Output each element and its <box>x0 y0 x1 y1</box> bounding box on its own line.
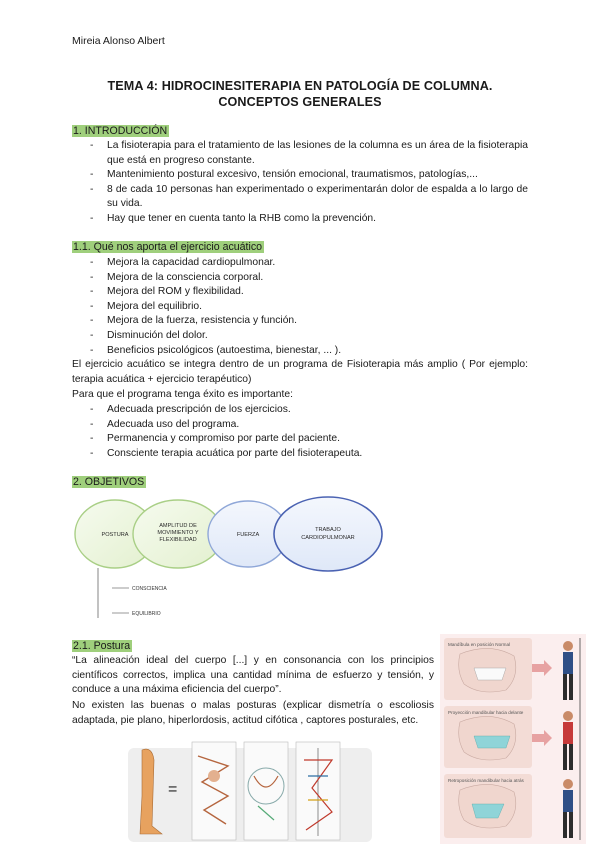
benefits-list <box>72 256 528 358</box>
list-item: - Consciente terapia acuática por parte del fisioterapeuta. <box>72 447 528 462</box>
list-item: - Mejora del equilibrio. <box>72 300 528 315</box>
document-title <box>60 78 540 110</box>
jaw-panel-normal <box>444 638 532 700</box>
section-heading-ejercicio-acuatico <box>72 241 264 253</box>
list-item: - Mejora del ROM y flexibilidad. <box>72 285 528 300</box>
panel-1 <box>192 742 236 840</box>
circle-label-trabajo: TRABAJO <box>315 527 341 533</box>
posture-quote: “La alineación ideal del cuerpo [...] y en consonancia con los principios científicos correctos, implica una cantidad mínima de esfuerzo y tensión, y conduce a una máxima eficiencia del cuerpo”. <box>72 655 434 696</box>
circle-label-amplitud-1: AMPLITUD DE <box>159 523 197 529</box>
heading-text: 2.1. Postura <box>73 640 131 652</box>
circle-cardiopulmonar <box>274 497 382 571</box>
author-name: Mireia Alonso Albert <box>72 35 165 47</box>
branch-label-equilibrio: EQUILIBRIO <box>132 611 161 617</box>
list-item: - Mejora de la fuerza, resistencia y función. <box>72 314 528 329</box>
body-posture-figure <box>128 736 372 842</box>
list-item: - Mantenimiento postural excesivo, tensión emocional, traumatismos, patologías,... <box>72 168 528 183</box>
branch-label-consciencia: CONSCIENCIA <box>132 586 167 592</box>
circle-label-fuerza: FUERZA <box>236 532 260 538</box>
panel-2 <box>244 742 288 840</box>
heading-text: 1.1. Qué nos aporta el ejercicio acuático <box>73 241 263 253</box>
posture-paragraph: No existen las buenas o malas posturas (explicar dismetría o escoliosis adaptada, pie plano, hiperlordosis, actitud cifótica , captores posturales, etc. <box>72 700 434 726</box>
list-item: - Hay que tener en cuenta tanto la RHB como la prevención. <box>72 212 528 227</box>
section-heading-introduccion <box>72 125 169 137</box>
figure-label: Retroposición mandibular hacia atrás <box>448 778 524 783</box>
list-item: - 8 de cada 10 personas han experimentado o experimentarán dolor de espalda a lo largo de su vida. <box>72 183 528 212</box>
circle-label-cardiopulmonar: CARDIOPULMONAR <box>301 535 355 541</box>
list-item: - Adecuada prescripción de los ejercicios. <box>72 403 528 418</box>
jaw-panel-forward <box>444 706 532 768</box>
figure-label: Proyección mandibular hacia delante <box>448 710 524 715</box>
circle-label-amplitud-2: MOVIMIENTO Y <box>157 530 199 536</box>
figure-label: Mandíbula en posición Normal <box>448 642 511 647</box>
mandible-posture-figure <box>440 634 586 844</box>
section-heading-objetivos <box>72 476 146 488</box>
intro-list <box>72 139 528 227</box>
panel-3 <box>296 742 340 840</box>
heading-text: 1. INTRODUCCIÓN <box>73 125 168 137</box>
heading-text: 2. OBJETIVOS <box>73 476 145 488</box>
list-item: - Adecuada uso del programa. <box>72 418 528 433</box>
list-item: - Permanencia y compromiso por parte del paciente. <box>72 432 528 447</box>
title-line-1: TEMA 4: HIDROCINESITERAPIA EN PATOLOGÍA DE COLUMNA. <box>107 79 493 93</box>
objectives-diagram <box>72 492 392 622</box>
list-item: - Mejora la capacidad cardiopulmonar. <box>72 256 528 271</box>
list-item: - Mejora de la consciencia corporal. <box>72 271 528 286</box>
jaw-panel-backward <box>444 774 532 838</box>
circle-label-amplitud-3: FLEXIBILIDAD <box>159 537 197 543</box>
circle-label-postura: POSTURA <box>101 532 129 538</box>
success-intro: Para que el programa tenga éxito es importante: <box>72 389 293 400</box>
title-line-2: CONCEPTOS GENERALES <box>218 95 382 109</box>
section-heading-postura <box>72 640 132 652</box>
list-item: - La fisioterapia para el tratamiento de las lesiones de la columna es un área de la fisioterapia que está en progreso constante. <box>72 139 528 168</box>
program-paragraph: El ejercicio acuático se integra dentro de un programa de Fisioterapia más amplio ( Por ejemplo: terapia acuática + ejercicio terapéutico) <box>72 359 528 385</box>
equals-icon: = <box>168 781 178 798</box>
success-list <box>72 403 528 461</box>
list-item: - Beneficios psicológicos (autoestima, bienestar, ... ). <box>72 344 528 359</box>
list-item: - Disminución del dolor. <box>72 329 528 344</box>
